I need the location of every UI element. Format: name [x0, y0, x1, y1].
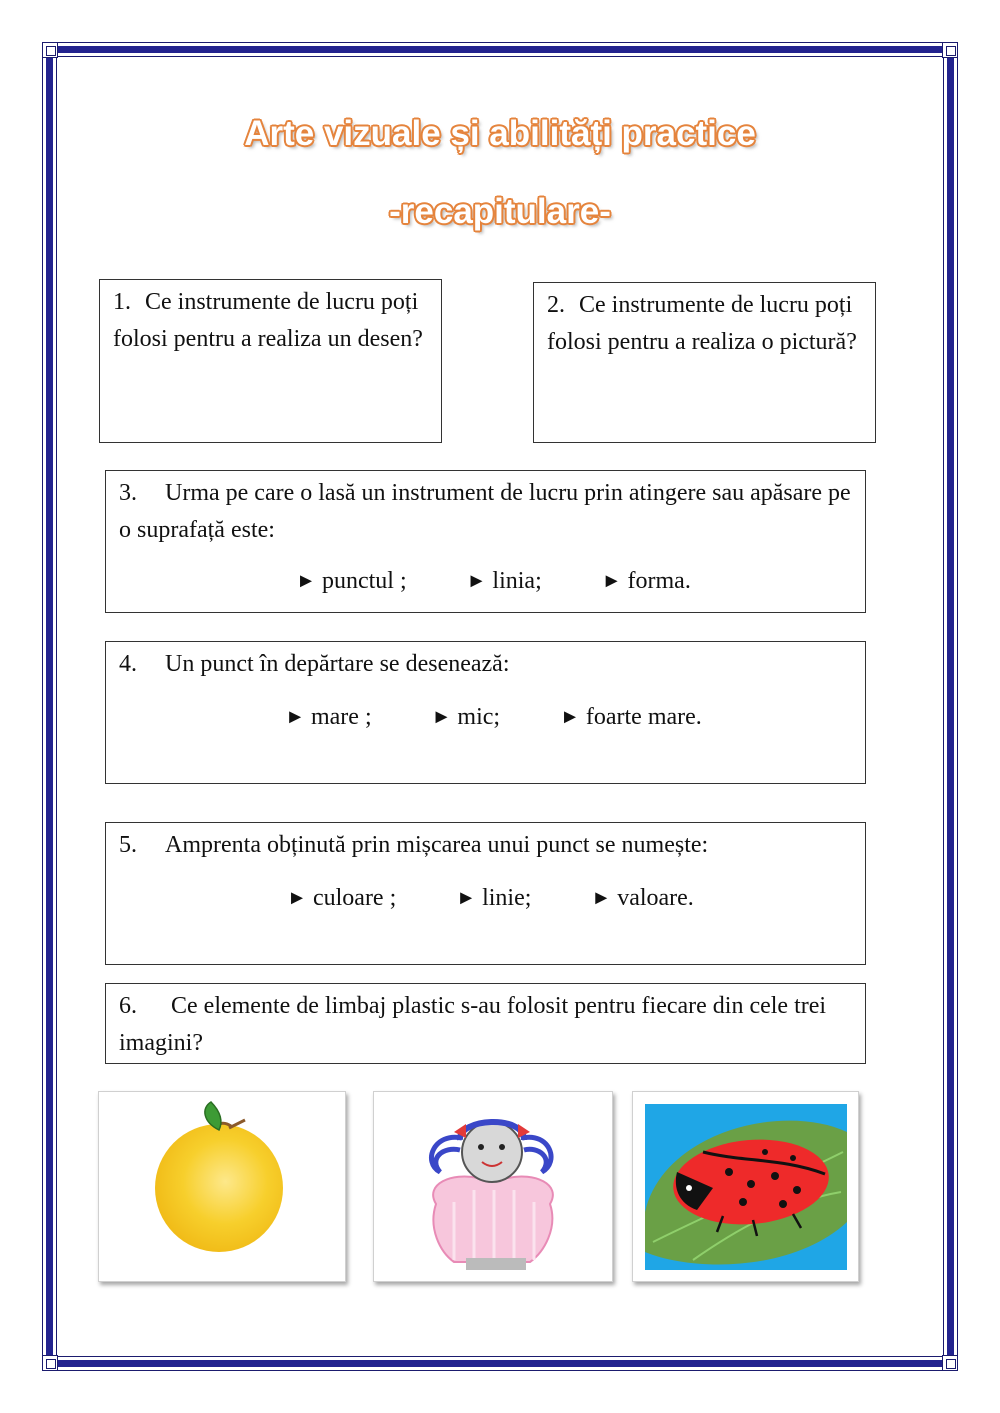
option-label: mic; [457, 704, 501, 730]
doll-image [373, 1091, 613, 1282]
question-3 [119, 475, 853, 549]
question-text: Ce elemente de limbaj plastic s-au folosit pentru fiecare din cele trei imagini? [119, 993, 827, 1056]
option-forma[interactable] [602, 563, 691, 601]
options-list [106, 880, 865, 918]
triangle-right-icon: ► [591, 887, 612, 909]
option-label: linie; [482, 885, 532, 911]
triangle-right-icon: ► [560, 706, 580, 728]
question-number: 1. [113, 289, 131, 315]
question-2-box[interactable] [533, 282, 876, 443]
option-punctul[interactable] [296, 563, 406, 601]
question-number: 5. [119, 832, 137, 858]
border-corner-bottom-left [42, 1355, 58, 1371]
border-corner-top-right [942, 42, 958, 58]
triangle-right-icon: ► [466, 570, 487, 592]
question-4 [119, 646, 853, 683]
page-title: Arte vizuale și abilități practice [244, 114, 756, 153]
question-number: 2. [547, 292, 565, 318]
question-5 [119, 827, 853, 864]
question-text: Un punct în depărtare se desenează: [165, 651, 510, 677]
question-number: 3. [119, 480, 137, 506]
triangle-right-icon: ► [287, 887, 307, 909]
question-4-box [105, 641, 866, 784]
option-label: foarte mare. [585, 704, 702, 730]
option-label: culoare ; [312, 885, 397, 911]
options-list [106, 563, 865, 601]
option-label: mare ; [310, 704, 372, 730]
question-1-box[interactable] [99, 279, 442, 443]
question-6 [119, 988, 853, 1062]
question-text: Amprenta obținută prin mișcarea unui punct se numește: [165, 832, 709, 858]
option-linie[interactable] [456, 880, 531, 918]
page-subtitle: -recapitulare- [389, 192, 611, 231]
doll-drawing-icon [374, 1092, 612, 1281]
option-label: punctul ; [321, 568, 407, 594]
option-label: valoare. [617, 885, 694, 911]
orange-image [98, 1091, 346, 1282]
orange-drawing-icon [99, 1092, 345, 1281]
question-3-box [105, 470, 866, 613]
triangle-right-icon: ► [456, 887, 477, 909]
question-text: Ce instrumente de lucru poți folosi pentru a realiza o pictură? [547, 292, 857, 355]
question-number: 4. [119, 651, 137, 677]
ladybug-image [632, 1091, 859, 1282]
ladybug-painting-icon [633, 1092, 858, 1281]
border-corner-bottom-right [942, 1355, 958, 1371]
option-mic[interactable] [432, 699, 500, 737]
question-text: Urma pe care o lasă un instrument de lucru prin atingere sau apăsare pe o suprafață este: [119, 480, 851, 543]
question-5-box [105, 822, 866, 965]
option-valoare[interactable] [591, 880, 693, 918]
option-foarte-mare[interactable] [560, 699, 702, 737]
option-culoare[interactable] [287, 880, 396, 918]
option-label: linia; [492, 568, 542, 594]
triangle-right-icon: ► [431, 706, 452, 728]
triangle-right-icon: ► [296, 570, 316, 592]
question-1 [113, 284, 429, 358]
options-list [106, 699, 865, 737]
option-label: forma. [627, 568, 691, 594]
triangle-right-icon: ► [601, 570, 622, 592]
triangle-right-icon: ► [285, 706, 305, 728]
question-6-box [105, 983, 866, 1064]
option-linia[interactable] [467, 563, 542, 601]
option-mare[interactable] [285, 699, 371, 737]
border-corner-top-left [42, 42, 58, 58]
question-text: Ce instrumente de lucru poți folosi pentru a realiza un desen? [113, 289, 423, 352]
question-2 [547, 287, 863, 361]
question-number: 6. [119, 993, 137, 1019]
